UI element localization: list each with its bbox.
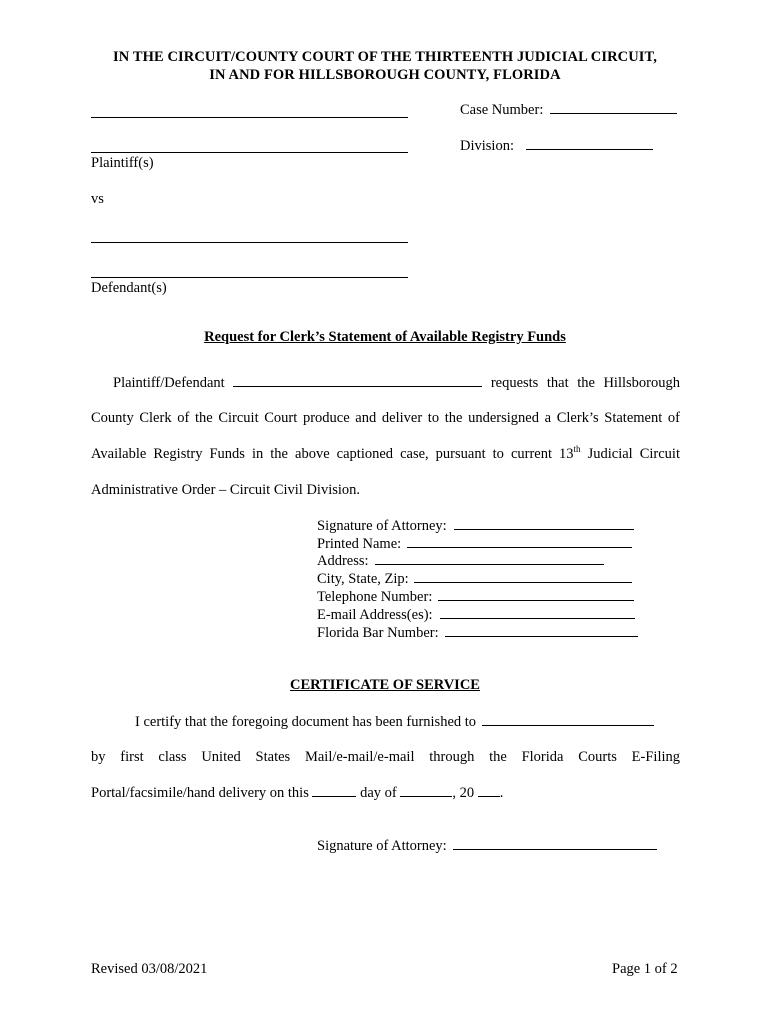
vs-label: vs (91, 191, 104, 207)
certificate-title: CERTIFICATE OF SERVICE (290, 677, 480, 693)
service-day-input[interactable] (312, 784, 356, 797)
case-number-input[interactable] (550, 101, 677, 114)
request-line-3-text: Available Registry Funds in the above captioned case, pursuant to current 13th Judicial Circuit (91, 444, 680, 462)
email-row: E-mail Address(es): (317, 606, 635, 624)
request-line-3 (91, 446, 680, 463)
court-heading-line1: IN THE CIRCUIT/COUNTY COURT OF THE THIRTEENTH JUDICIAL CIRCUIT, (113, 49, 657, 65)
defendant-line-2[interactable] (91, 277, 408, 278)
printed-name-row: Printed Name: (317, 535, 632, 553)
request-line-4: Administrative Order – Circuit Civil Division. (91, 482, 361, 498)
city-row: City, State, Zip: (317, 570, 632, 588)
defendant-label: Defendant(s) (91, 280, 167, 296)
revised-date: Revised 03/08/2021 (91, 961, 208, 977)
telephone-input[interactable] (438, 588, 634, 601)
telephone-row: Telephone Number: (317, 588, 634, 606)
defendant-line-1[interactable] (91, 242, 408, 243)
certificate-line-2: by first class United States Mail/e-mail/e-mail through the Florida Courts E-Filing (91, 749, 680, 765)
request-line-1-tail: requests that the Hillsborough (490, 375, 680, 391)
party-name-input[interactable] (233, 374, 482, 387)
certificate-line-3: Portal/facsimile/hand delivery on this day of , 20 . (91, 785, 504, 801)
certificate-line-1: I certify that the foregoing document has been furnished to (135, 713, 654, 731)
case-number-field (460, 101, 677, 119)
division-input[interactable] (526, 137, 653, 150)
certificate-signature-row: Signature of Attorney: (317, 837, 657, 855)
sig-attorney-row: Signature of Attorney: (317, 517, 634, 535)
division-label: Division: (460, 138, 514, 154)
request-line-2: County Clerk of the Circuit Court produce and deliver to the undersigned a Clerk’s Statement of (91, 410, 680, 426)
address-row: Address: (317, 552, 604, 570)
plaintiff-line-1[interactable] (91, 117, 408, 118)
request-title: Request for Clerk’s Statement of Available Registry Funds (204, 329, 566, 345)
division-field (460, 137, 653, 155)
sig-attorney-input[interactable] (454, 517, 634, 530)
case-number-label: Case Number: (460, 102, 544, 118)
party-label: Plaintiff/Defendant (113, 375, 225, 391)
bar-number-input[interactable] (445, 624, 638, 637)
page-number: Page 1 of 2 (612, 961, 678, 977)
address-input[interactable] (375, 552, 604, 565)
plaintiff-line-2[interactable] (91, 152, 408, 153)
certificate-signature-input[interactable] (453, 837, 657, 850)
service-year-input[interactable] (478, 784, 500, 797)
email-input[interactable] (440, 606, 635, 619)
court-heading-line2: IN AND FOR HILLSBOROUGH COUNTY, FLORIDA (209, 67, 561, 83)
served-party-input[interactable] (482, 713, 654, 726)
service-month-input[interactable] (400, 784, 452, 797)
printed-name-input[interactable] (407, 535, 632, 548)
city-input[interactable] (414, 570, 632, 583)
plaintiff-label: Plaintiff(s) (91, 155, 154, 171)
bar-number-row: Florida Bar Number: (317, 624, 638, 642)
request-line-1 (91, 374, 680, 392)
